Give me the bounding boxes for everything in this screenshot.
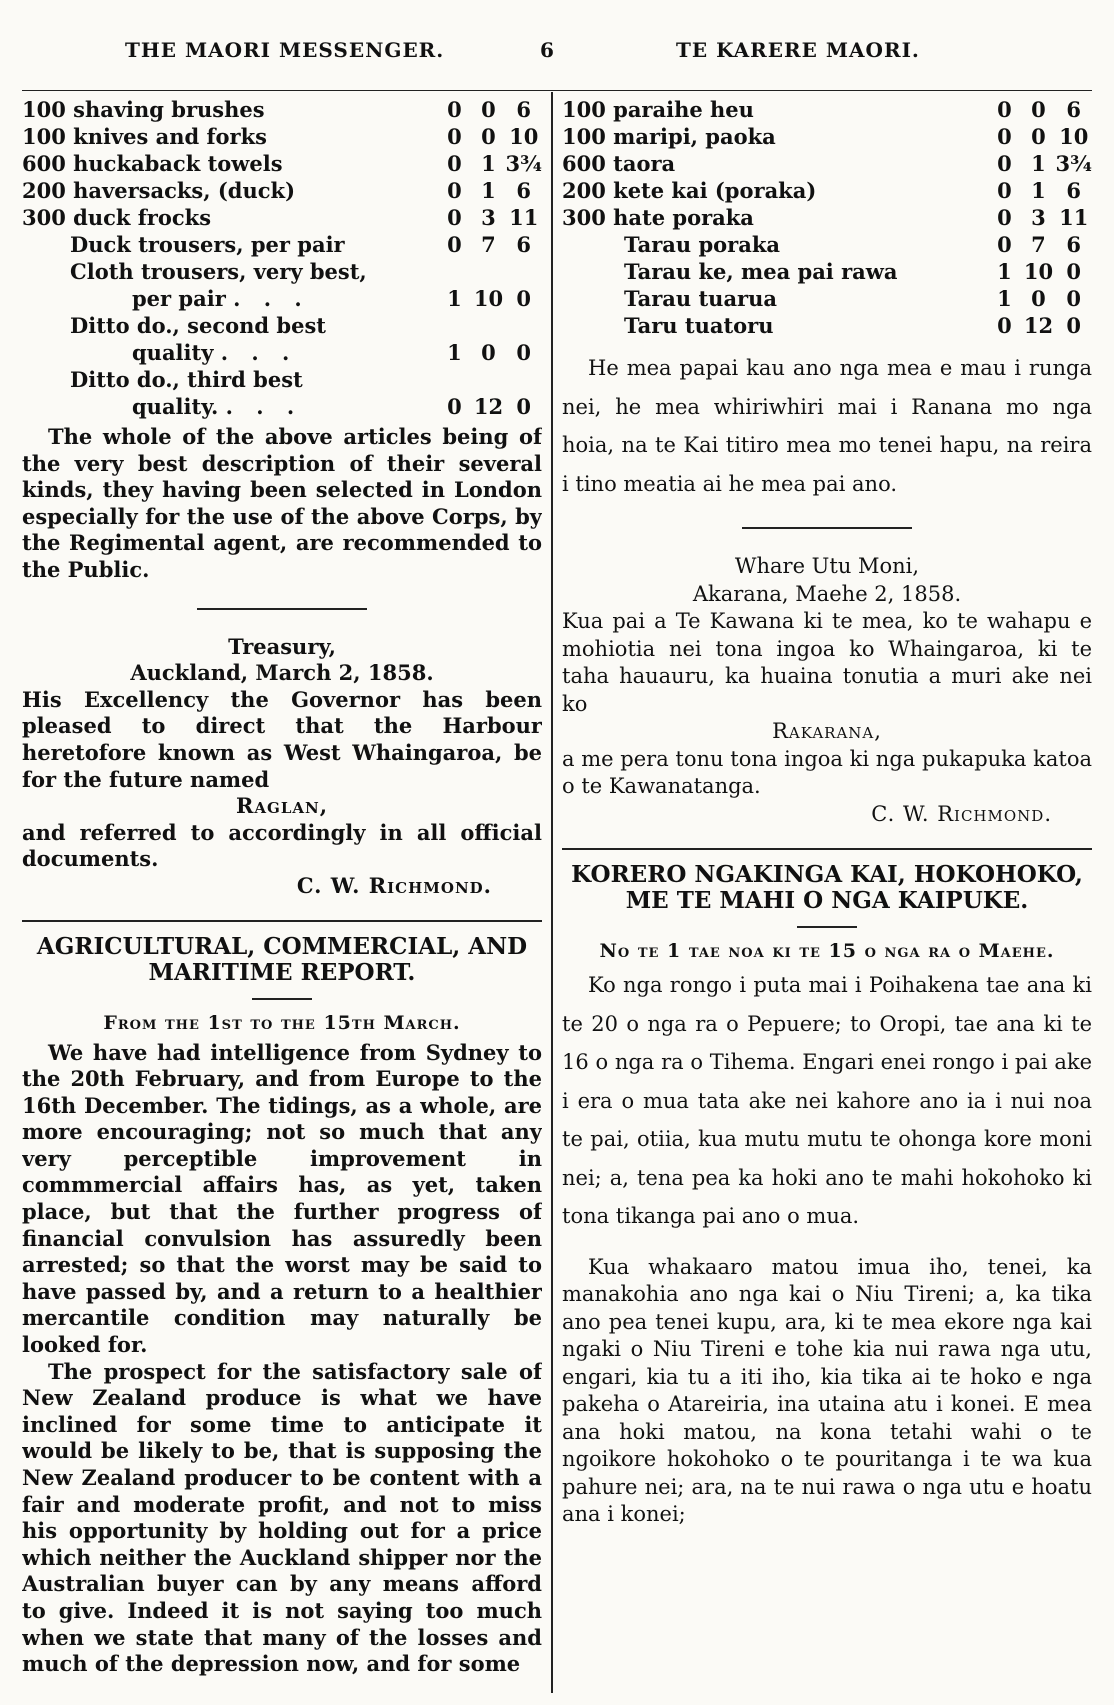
price-value: 0 bbox=[447, 178, 462, 203]
report-heading: AGRICULTURAL, COMMERCIAL, AND MARITIME REPORT. bbox=[36, 932, 528, 986]
price-row: quality . . . 1 0 0 bbox=[132, 340, 532, 365]
report-paragraph-1: We have had intelligence from Sydney to the 20th February, and from Europe to the 16th December. The tidings, as a whole, are more encouraging; not so much that any very perceptible improvement in commmercial affairs has, as yet, taken place, but that the further progress of financial convulsion has assuredly been arrested; so that the worst may be said to have passed by, and a return to a healthier mercantile condition may naturally be looked for. bbox=[22, 1039, 542, 1358]
section-divider bbox=[742, 527, 912, 529]
price-value: 11 bbox=[509, 205, 539, 230]
page-number: 6 bbox=[540, 38, 555, 62]
price-value: 0 bbox=[447, 97, 462, 122]
price-value: 3 bbox=[1031, 205, 1046, 230]
price-row bbox=[562, 285, 1092, 312]
treasury-dateline: Akarana, Maehe 2, 1858. bbox=[692, 581, 962, 606]
price-item: Cloth trousers, very best, bbox=[70, 259, 367, 284]
treasury-notice: His Excellency the Governor has been pleased to direct that the Harbour heretofore known as West Whaingaroa, be for the future named bbox=[22, 686, 542, 792]
price-row bbox=[22, 366, 542, 393]
report-paragraph-1: Ko nga rongo i puta mai i Poihakena tae ana ki te 20 o nga ra o Pepuere; to Oropi, tae ana ki te 16 o nga ra o Tihema. Engari enei rongo i pai ake i era o mua tata ake nei kahore ano ia i nui noa te pai, otiia, kua mutu mutu te ohonga kore moni nei; a, tena pea ka hoki ano te mahi hokohoko ki tona tikanga pai ano o mua. bbox=[562, 973, 1092, 1228]
price-value: 0 bbox=[1066, 259, 1082, 284]
treasury-notice-continued: a me pera tonu tona ingoa ki nga pukapuka katoa o te Kawanatanga. bbox=[562, 746, 1092, 798]
price-row: Duck trousers, per pair 0 7 6 bbox=[70, 232, 532, 257]
price-item: quality. bbox=[132, 394, 219, 419]
price-item: Tarau ke, mea pai rawa bbox=[624, 259, 898, 284]
price-value: 0 bbox=[447, 205, 462, 230]
treasury-heading: Whare Utu Moni, bbox=[734, 554, 920, 578]
price-value: 0 bbox=[1066, 313, 1082, 338]
heading-rule bbox=[252, 998, 312, 1000]
price-item: 600 taora bbox=[562, 151, 676, 176]
section-divider bbox=[562, 848, 1092, 850]
report-paragraph-2: Kua whakaaro matou imua iho, tenei, ka manakohia ano nga kai o Niu Tireni; a, ka tika ano pea tenei kupu, ara, ki te mea ekore nga kai ngaki o Niu Tireni e tohe kia nui rawa nga utu, engari, kia tu a iti iho, kia tika ai te hoko e nga pakeha o Atareiria, ina utaina atu i konei. E mea ana hoki matou, na kona tetahi wahi o te ngoikore hokohoko o te pouritanga i te wa kua pahure nei; ara, na te nui rawa o nga utu e hoatu ana i konei; bbox=[562, 1254, 1092, 1526]
price-row bbox=[22, 258, 542, 285]
english-price-list bbox=[22, 96, 542, 420]
price-value: 3¾ bbox=[505, 151, 542, 176]
recommendation-paragraph: The whole of the above articles being of the very best description of their several kinds, they having been selected in London especially for the use of the above Corps, by the Regimental agent, are recommended to the Public. bbox=[22, 424, 542, 582]
price-item: 100 shaving brushes bbox=[22, 97, 265, 122]
price-item: Taru tuatoru bbox=[624, 313, 774, 338]
price-item: 200 haversacks, (duck) bbox=[22, 178, 296, 203]
price-row bbox=[22, 312, 542, 339]
section-divider bbox=[22, 920, 542, 922]
page-header bbox=[0, 38, 1114, 72]
price-item: per pair bbox=[132, 286, 226, 311]
treasury-notice-continued: and referred to accordingly in all official documents. bbox=[22, 819, 542, 872]
price-value: 6 bbox=[516, 97, 532, 122]
price-item: 200 kete kai (poraka) bbox=[562, 178, 817, 203]
price-value: 0 bbox=[447, 124, 462, 149]
treasury-heading: Treasury, bbox=[228, 633, 336, 659]
price-value: 3¾ bbox=[1055, 151, 1092, 176]
price-item: 300 hate poraka bbox=[562, 205, 754, 230]
report-dateline: From the 1st to the 15th March. bbox=[103, 1011, 461, 1034]
price-item: 600 huckaback towels bbox=[22, 151, 283, 176]
report-heading: KORERO NGAKINGA KAI, HOKOHOKO, ME TE MAHI O NGA KAIPUKE. bbox=[571, 861, 1083, 914]
price-item: Tarau tuarua bbox=[624, 286, 777, 311]
price-row: per pair . . . 1 10 0 bbox=[132, 286, 532, 311]
price-value: 6 bbox=[1066, 97, 1082, 122]
price-value: 0 bbox=[447, 151, 462, 176]
price-value: 0 bbox=[997, 205, 1012, 230]
raglan-name: Raglan, bbox=[235, 793, 329, 819]
price-value: 0 bbox=[1031, 97, 1046, 122]
price-row bbox=[22, 96, 542, 123]
price-row: quality. . . . 0 12 0 bbox=[132, 394, 532, 419]
english-column bbox=[22, 96, 542, 1693]
price-item: Tarau poraka bbox=[624, 232, 780, 257]
price-row bbox=[22, 150, 542, 177]
price-value: 0 bbox=[997, 232, 1012, 257]
price-value: 10 bbox=[1023, 259, 1054, 284]
treasury-dateline: Auckland, March 2, 1858. bbox=[130, 660, 434, 686]
price-value: 12 bbox=[1023, 313, 1054, 338]
price-value: 1 bbox=[481, 178, 496, 203]
price-row bbox=[22, 177, 542, 204]
price-value: 0 bbox=[1066, 286, 1082, 311]
price-row bbox=[562, 96, 1092, 123]
price-value: 6 bbox=[1066, 232, 1082, 257]
report-dateline: No te 1 tae noa ki te 15 o nga ra o Maehe. bbox=[599, 940, 1055, 962]
price-value: 0 bbox=[481, 97, 496, 122]
header-maori-title: TE KARERE MAORI. bbox=[676, 38, 920, 62]
price-row bbox=[562, 258, 1092, 285]
price-row bbox=[562, 150, 1092, 177]
signature: C. W. Richmond. bbox=[871, 801, 1052, 826]
price-value: 0 bbox=[997, 151, 1012, 176]
price-row bbox=[562, 123, 1092, 150]
price-item: 100 paraihe heu bbox=[562, 97, 754, 122]
price-item: 300 duck frocks bbox=[22, 205, 212, 230]
maori-price-list bbox=[562, 96, 1092, 339]
heading-rule bbox=[797, 926, 857, 928]
price-value: 6 bbox=[516, 178, 532, 203]
header-rule bbox=[22, 90, 1092, 91]
price-value: 0 bbox=[1031, 124, 1046, 149]
price-value: 0 bbox=[997, 97, 1012, 122]
price-value: 1 bbox=[1031, 151, 1046, 176]
price-value: 10 bbox=[509, 124, 539, 149]
section-divider bbox=[197, 608, 367, 610]
price-value: 0 bbox=[481, 124, 496, 149]
price-row bbox=[562, 177, 1092, 204]
signature: C. W. Richmond. bbox=[296, 872, 492, 898]
price-item: 100 maripi, paoka bbox=[562, 124, 776, 149]
price-value: 6 bbox=[1066, 178, 1082, 203]
price-item: Ditto do., third best bbox=[70, 367, 303, 392]
price-row bbox=[562, 231, 1092, 258]
price-value: 3 bbox=[481, 205, 496, 230]
price-value: 10 bbox=[1059, 124, 1089, 149]
price-row bbox=[22, 204, 542, 231]
price-row bbox=[562, 204, 1092, 231]
treasury-notice: Kua pai a Te Kawana ki te mea, ko te wahapu e mohiotia nei tona ingoa ko Whaingaroa, ki te taha hauauru, ka huaina tonutia a muri ake nei ko bbox=[562, 609, 1092, 716]
price-value: 0 bbox=[1031, 286, 1046, 311]
recommendation-paragraph: He mea papai kau ano nga mea e mau i runga nei, he mea whiriwhiri mai i Ranana mo nga hoia, na te Kai titiro mea mo tenei hapu, na reira i tino meatia ai he mea pai ano. bbox=[562, 356, 1092, 496]
price-item: Ditto do., second best bbox=[70, 313, 326, 338]
price-row bbox=[22, 123, 542, 150]
price-value: 1 bbox=[1031, 178, 1046, 203]
price-row bbox=[562, 312, 1092, 339]
price-value: 7 bbox=[1031, 232, 1046, 257]
price-value: 1 bbox=[997, 259, 1012, 284]
price-value: 11 bbox=[1059, 205, 1089, 230]
price-value: 1 bbox=[997, 286, 1012, 311]
header-english-title: THE MAORI MESSENGER. bbox=[125, 38, 445, 62]
price-item: quality bbox=[132, 340, 214, 365]
price-value: 0 bbox=[997, 124, 1012, 149]
price-value: 1 bbox=[481, 151, 496, 176]
rakarana-name: Rakarana, bbox=[772, 719, 882, 743]
price-item: Duck trousers, per pair bbox=[70, 232, 345, 257]
price-item: 100 knives and forks bbox=[22, 124, 267, 149]
column-divider bbox=[551, 92, 553, 1693]
price-value: 0 bbox=[997, 178, 1012, 203]
price-value: 0 bbox=[997, 313, 1012, 338]
maori-column bbox=[562, 96, 1092, 1693]
report-paragraph-2: The prospect for the satisfactory sale of New Zealand produce is what we have inclined for some time to anticipate it would be likely to be, that is supposing the New Zealand producer to be content with a fair and moderate profit, and not to miss his opportunity by holding out for a price which neither the Auckland shipper nor the Australian buyer can by any means afford to give. Indeed it is not saying too much when we state that many of the losses and much of the depression now, and for some bbox=[22, 1358, 542, 1677]
